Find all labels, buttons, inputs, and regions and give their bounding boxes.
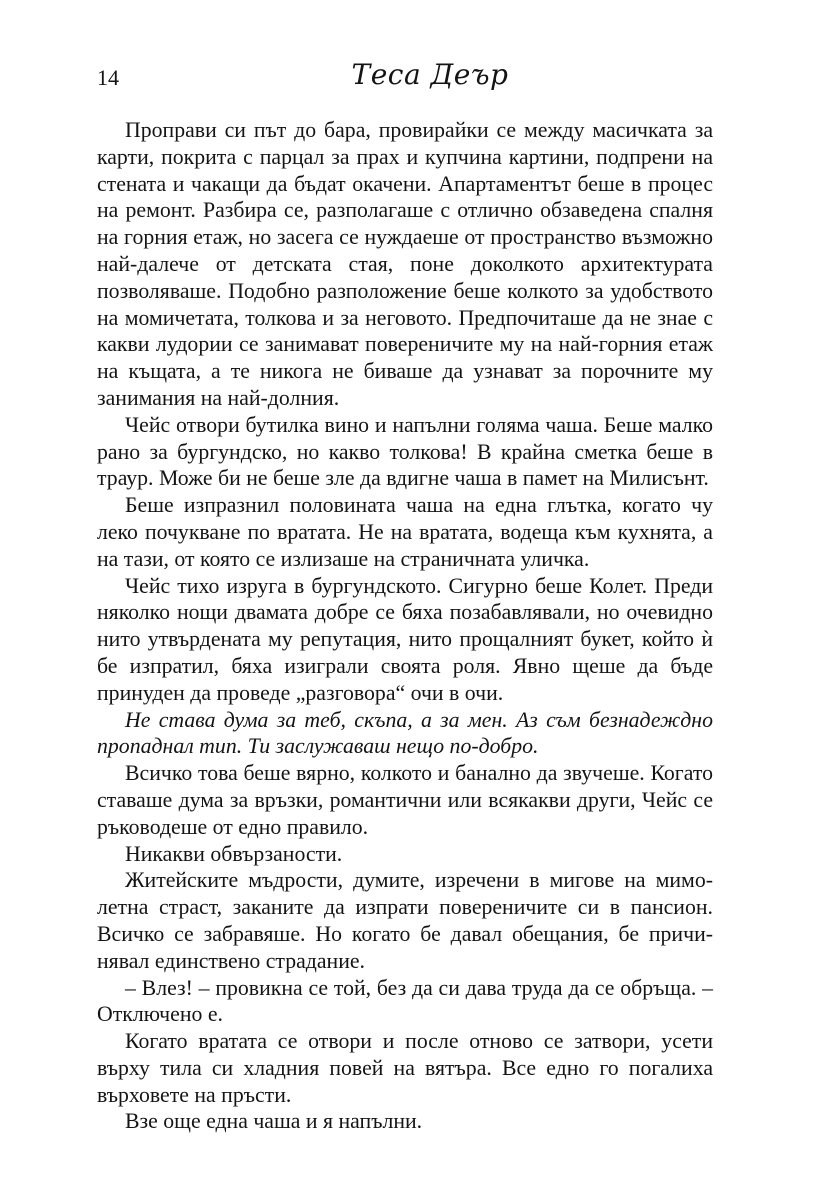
body-text: [97, 117, 713, 1135]
paragraph: Никакви обвързаности.: [125, 841, 343, 866]
paragraph: Когато вратата се отвори и после отново се затвори, усети върху тила си хладния повей на вятъра. Все едно го погалиха върховете на пръсти.: [97, 1029, 713, 1107]
page-number: 14: [97, 65, 119, 90]
paragraph: Чейс тихо изруга в бургундското. Сигурно беше Колет. Преди няколко нощи двамата добре се бяха позабавлявали, но очевидно нито утвърдената му репутация, нито прощалният букет, който ѝ бе изпратил, бяха изиграли своята роля. Явно щеше да бъде принуден да проведе „разговора“ очи в очи.: [97, 573, 713, 705]
paragraph: – Влез! – провикна се той, без да си дава труда да се обръща. – Отключено е.: [97, 975, 713, 1027]
paragraph: Житейските мъдрости, думите, изречени в мигове на мимолетна страст, заканите да изпрати повереничите си в пансион. Всичко се забравяше. Но когато бе давал обещания, бе причинявал единствено страдание.: [97, 868, 713, 973]
paragraph: Чейс отвори бутилка вино и напълни голяма чаша. Беше малко рано за бургундско, но какво толкова! В крайна сметка беше в траур. Може би не беше зле да вдигне чаша в памет на Милисънт.: [97, 412, 713, 491]
paragraph: Беше изпразнил половината чаша на една глътка, когато чу леко почукване по вратата. Не на вратата, водеща към кухнята, а на тази, от която се излизаше на страничната уличка.: [97, 493, 713, 571]
paragraph-italic: Не става дума за теб, скъпа, а за мен. Аз съм безнадеждно пропаднал тип. Ти заслужаваш нещо по-добро.: [97, 707, 713, 759]
paragraph: Взе още една чаша и я напълни.: [125, 1109, 423, 1134]
paragraph: Всичко това беше вярно, колкото и банално да звучеше. Когато ставаше дума за връзки, романтични или всякакви други, Чейс се ръководеше от едно правило.: [97, 761, 713, 839]
paragraph: Проправи си път до бара, провирайки се между масичката за карти, покрита с парцал за прах и купчина картини, подпрени на стената и чакащи да бъдат окачени. Апартаментът беше в процес на ремонт. Разбира се, разполагаше с отлично обзаведена спалня на горния етаж, но засега се нуждаеше от пространство възможно най-далече от детската стая, поне доколкото архитектурата позволяваше. Подобно разположение беше колкото за удобството на момичетата, толкова и за неговото. Предпочиташе да не знае с какви лудории се занимават повереничите му на най-горния етаж на къщата, а те никога не биваше да узнават за порочните му занимания на най-долния.: [97, 118, 713, 410]
running-head-author: Теса Деър: [351, 58, 509, 91]
